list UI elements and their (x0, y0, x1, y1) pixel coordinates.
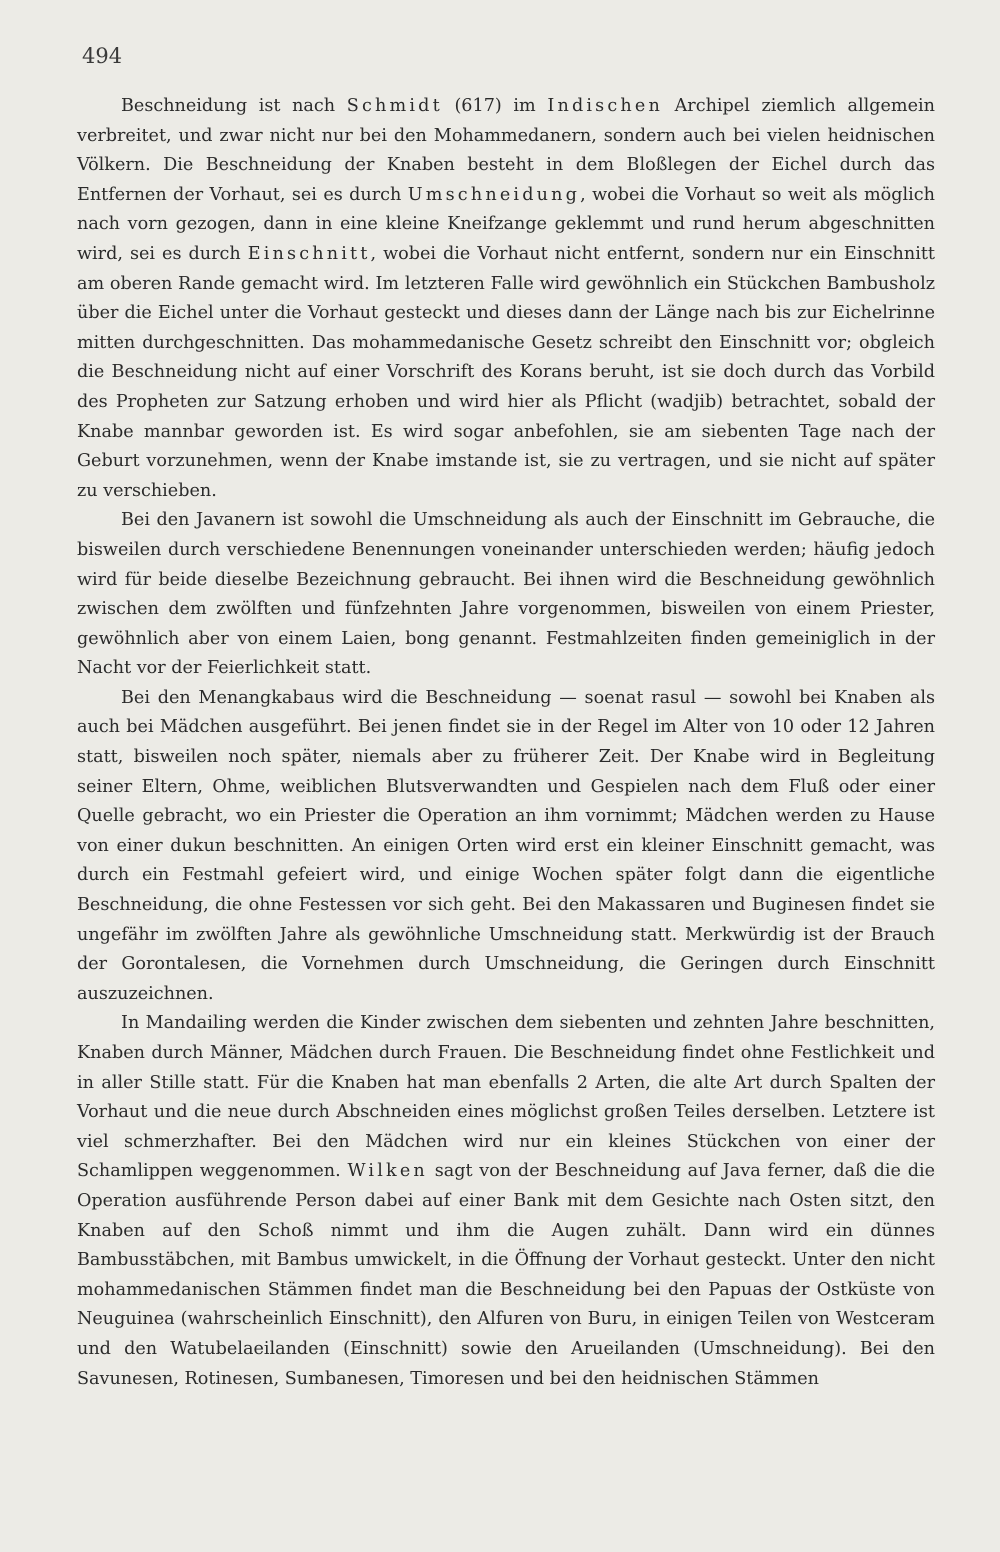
text-run: sagt von der Beschneidung auf Java ferner, daß die die Operation ausführende Person dabei auf einer Bank mit dem Gesichte nach Osten sitzt, den Knaben auf den Schoß nimmt und ihm die Augen zuhält. Dann wird ein dünnes Bambusstäbchen, mit Bambus umwickelt, in die Öffnung der Vorhaut gesteckt. Unter den nicht mohammedanischen Stämmen findet man die Beschneidung bei den Papuas der Ostküste von Neuguinea (wahrscheinlich Einschnitt), den Alfuren von Buru, in einigen Teilen von Westceram und den Watubelaeilanden (Einschnitt) sowie den Arueilanden (Umschneidung). Bei den Savunesen, Rotinesen, Sumbanesen, Timoresen und bei den heidnischen Stämmen (77, 1161, 935, 1389)
spaced-term: Einschnitt (247, 243, 371, 264)
body-text (77, 92, 935, 1394)
spaced-term: Indischen (547, 96, 663, 116)
paragraph (77, 92, 935, 506)
paragraph (77, 1009, 935, 1394)
text-run: Archipel ziemlich allgemein verbreitet, und zwar nicht nur bei den Mohammedanern, sondern auch bei vielen heidnischen Völkern. Die Beschneidung der Knaben besteht in dem Bloßlegen der Eichel durch das Entfernen der Vorhaut, sei es durch (77, 96, 935, 205)
text-run: In Mandailing werden die Kinder zwischen dem siebenten und zehnten Jahre beschnitten, Knaben durch Männer, Mädchen durch Frauen. Die Beschneidung findet ohne Festlichkeit und in aller Stille statt. Für die Knaben hat man ebenfalls 2 Arten, die alte Art durch Spalten der Vorhaut und die neue durch Abschneiden eines möglichst großen Teiles derselben. Letztere ist viel schmerzhafter. Bei den Mädchen wird nur ein kleines Stückchen von einer der Schamlippen weggenommen. (77, 1013, 935, 1182)
spaced-term: Umschneidung (407, 184, 581, 205)
spaced-name: Schmidt (346, 96, 443, 116)
paragraph (77, 684, 935, 1010)
spaced-name: Wilken (347, 1161, 428, 1182)
text-run: Bei den Menangkabaus wird die Beschneidung — soenat rasul — sowohl bei Knaben als auch bei Mädchen ausgeführt. Bei jenen findet sie in der Regel im Alter von 10 oder 12 Jahren statt, bisweilen noch später, niemals aber zu früherer Zeit. Der Knabe wird in Begleitung seiner Eltern, Ohme, weiblichen Blutsverwandten und Gespielen nach dem Fluß oder einer Quelle gebracht, wo ein Priester die Operation an ihm vornimmt; Mädchen werden zu Hause von einer dukun beschnitten. An einigen Orten wird erst ein kleiner Einschnitt gemacht, was durch ein Festmahl gefeiert wird, und einige Wochen später folgt dann die eigentliche Beschneidung, die ohne Festessen vor sich geht. Bei den Makassaren und Buginesen findet sie ungefähr im zwölften Jahre als gewöhnliche Umschneidung statt. Merkwürdig ist der Brauch der Gorontalesen, die Vornehmen durch Umschneidung, die Geringen durch Einschnitt auszuzeichnen. (77, 687, 935, 1004)
text-run: (617) im (442, 96, 548, 116)
text-run: Bei den Javanern ist sowohl die Umschneidung als auch der Einschnitt im Gebrauche, die bisweilen durch verschiedene Benennungen voneinander unterschieden werden; häufig jedoch wird für beide dieselbe Bezeichnung gebraucht. Bei ihnen wird die Beschneidung gewöhnlich zwischen dem zwölften und fünfzehnten Jahre vorgenommen, bisweilen von einem Priester, gewöhnlich aber von einem Laien, bong genannt. Festmahlzeiten finden gemeiniglich in der Nacht vor der Feierlichkeit statt. (77, 510, 935, 679)
text-run: , wobei die Vorhaut so weit als möglich nach vorn gezogen, dann in eine kleine Kneifzange geklemmt und rund herum abgeschnitten wird, sei es durch (77, 184, 935, 264)
text-run: Beschneidung ist nach (121, 96, 347, 116)
text-run: , wobei die Vorhaut nicht entfernt, sondern nur ein Einschnitt am oberen Rande gemacht wird. Im letzteren Falle wird gewöhnlich ein Stückchen Bambusholz über die Eichel unter die Vorhaut gesteckt und dieses dann der Länge nach bis zur Eichelrinne mitten durchgeschnitten. Das mohammedanische Gesetz schreibt den Einschnitt vor; obgleich die Beschneidung nicht auf einer Vorschrift des Korans beruht, ist sie doch durch das Vorbild des Propheten zur Satzung erhoben und wird hier als Pflicht (wadjib) betrachtet, sobald der Knabe mannbar geworden ist. Es wird sogar anbefohlen, sie am siebenten Tage nach der Geburt vorzunehmen, wenn der Knabe imstande ist, sie zu vertragen, und sie nicht auf später zu verschieben. (77, 243, 935, 501)
paragraph (77, 506, 935, 684)
page-number: 494 (82, 44, 123, 68)
